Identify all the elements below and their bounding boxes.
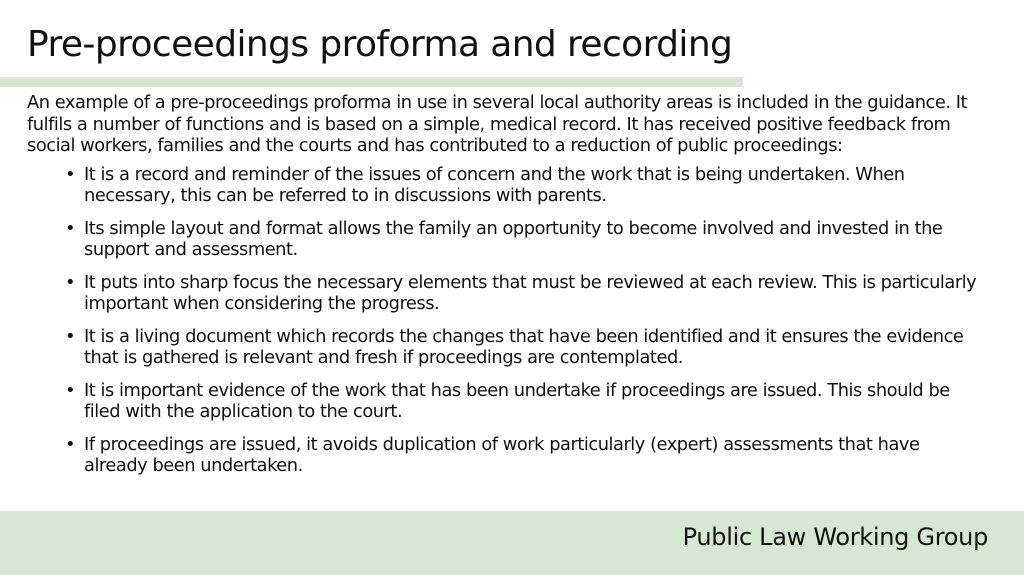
bullet-item	[65, 271, 987, 315]
bullet-item	[65, 379, 987, 423]
bullet-icon: •	[65, 379, 76, 401]
bullet-icon: •	[65, 163, 76, 185]
bullet-text: Its simple layout and format allows the family an opportunity to become involved and invested in the support and assessment.	[84, 217, 943, 260]
bullet-text: It puts into sharp focus the necessary elements that must be reviewed at each review. This is particularly important when considering the progress.	[84, 271, 977, 314]
bullet-list	[27, 164, 987, 477]
slide-title: Pre-proceedings proforma and recording	[27, 24, 733, 65]
bullet-text: If proceedings are issued, it avoids duplication of work particularly (expert) assessments that have already been undertaken.	[84, 433, 920, 476]
bullet-item	[65, 433, 987, 477]
footer-organisation-name: Public Law Working Group	[682, 523, 988, 551]
slide-body	[27, 92, 987, 488]
bullet-icon: •	[65, 217, 76, 239]
bullet-text: It is a record and reminder of the issues of concern and the work that is being undertaken. When necessary, this can be referred to in discussions with parents.	[84, 163, 905, 206]
bullet-text: It is important evidence of the work that has been undertake if proceedings are issued. This should be filed with the application to the court.	[84, 379, 950, 422]
footer-band	[0, 511, 1024, 575]
bullet-item	[65, 325, 987, 369]
bullet-item	[65, 163, 987, 207]
bullet-text: It is a living document which records the changes that have been identified and it ensures the evidence that is gathered is relevant and fresh if proceedings are contemplated.	[84, 325, 964, 368]
bullet-icon: •	[65, 325, 76, 347]
intro-paragraph: An example of a pre-proceedings proforma in use in several local authority areas is included in the guidance. It fulfils a number of functions and is based on a simple, medical record. It has received positive feedback from social workers, families and the courts and has contributed to a reduction of public proceedings:	[27, 92, 968, 156]
bullet-item	[65, 217, 987, 261]
bullet-icon: •	[65, 433, 76, 455]
title-underline-band	[0, 77, 743, 87]
bullet-icon: •	[65, 271, 76, 293]
